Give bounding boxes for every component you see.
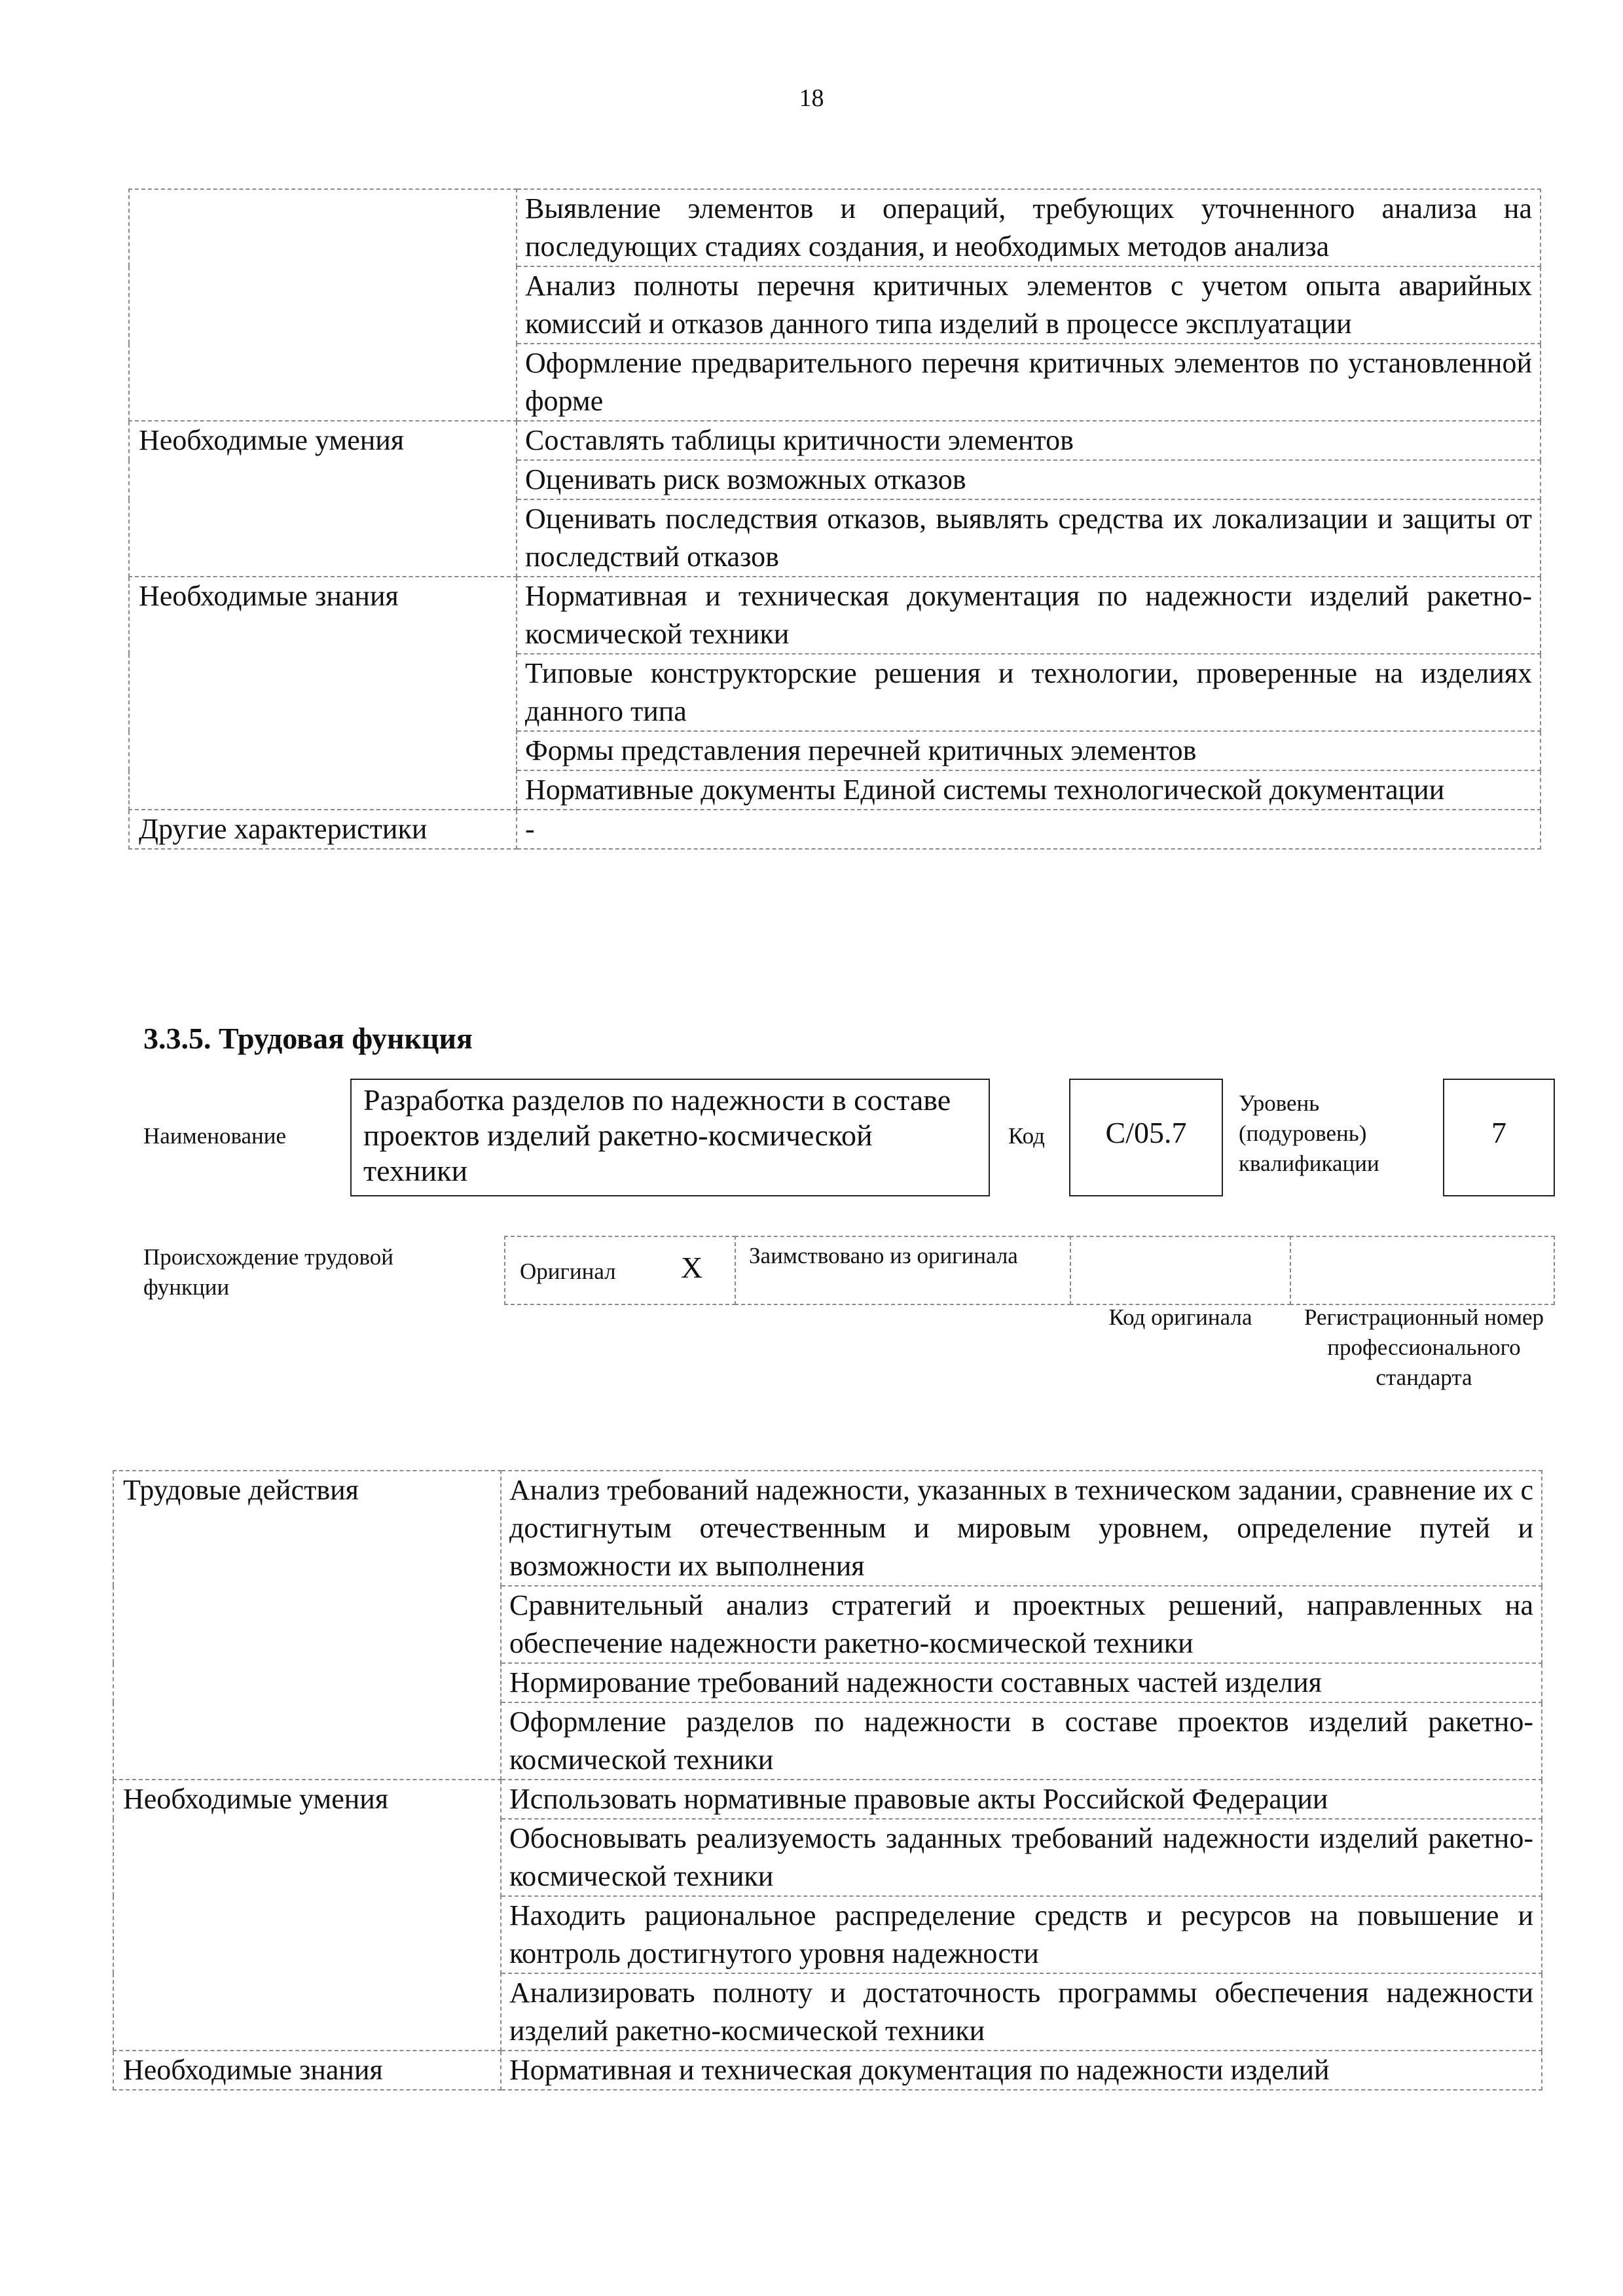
section-title: 3.3.5. Трудовая функция <box>143 1022 473 1055</box>
row-label: Необходимые знания <box>113 2051 501 2090</box>
origin-mark: X <box>681 1251 703 1284</box>
origin-reg-cell <box>1290 1236 1555 1305</box>
row-item: Оценивать последствия отказов, выявлять средства их локализации и защиты от последствий отказов <box>517 499 1541 577</box>
row-item: Выявление элементов и операций, требующих уточненного анализа на последующих стадиях создания, и необходимых методов анализа <box>517 189 1541 266</box>
origin-borrowed-cell <box>735 1236 1071 1305</box>
code-label: Код <box>1008 1123 1045 1149</box>
skills-table-bottom <box>113 1470 1542 2090</box>
row-item: Оформление разделов по надежности в составе проектов изделий ракетно-космической техники <box>501 1702 1542 1780</box>
page-number: 18 <box>799 84 824 112</box>
origin-code-caption: Код оригинала <box>1108 1304 1252 1330</box>
origin-reg-caption: Регистрационный номер профессионального стандарта <box>1304 1304 1544 1390</box>
level-value: 7 <box>1491 1116 1506 1149</box>
row-item: Анализ полноты перечня критичных элементов с учетом опыта аварийных комиссий и отказов данного типа изделий в процессе эксплуатации <box>517 266 1541 344</box>
name-value: Разработка разделов по надежности в составе проектов изделий ракетно-космической техники <box>363 1083 951 1187</box>
row-item: Нормативная и техническая документация по надежности изделий <box>501 2051 1542 2090</box>
row-item: Нормативная и техническая документация по надежности изделий ракетно-космической техники <box>517 577 1541 654</box>
level-label: Уровень (подуровень) квалификации <box>1239 1090 1379 1176</box>
row-item: Формы представления перечней критичных элементов <box>517 731 1541 770</box>
skills-table-top <box>128 188 1541 850</box>
row-item: Нормирование требований надежности составных частей изделия <box>501 1663 1542 1702</box>
name-label: Наименование <box>143 1123 287 1149</box>
table-row <box>113 1471 1542 1586</box>
row-item: Оформление предварительного перечня критичных элементов по установленной форме <box>517 344 1541 421</box>
row-item: Типовые конструкторские решения и технологии, проверенные на изделиях данного типа <box>517 654 1541 731</box>
row-item: Сравнительный анализ стратегий и проектных решений, направленных на обеспечение надежности ракетно-космической техники <box>501 1586 1542 1663</box>
row-label <box>129 189 517 421</box>
table-row <box>129 189 1541 266</box>
origin-original-cell <box>504 1236 736 1305</box>
row-label: Другие характеристики <box>129 810 517 849</box>
code-value: C/05.7 <box>1105 1116 1187 1149</box>
table-row <box>113 2051 1542 2090</box>
row-label: Необходимые знания <box>129 577 517 810</box>
origin-code-cell <box>1070 1236 1291 1305</box>
level-value-box <box>1443 1079 1555 1196</box>
table-row <box>129 577 1541 654</box>
origin-label: Происхождение трудовой функции <box>143 1244 394 1300</box>
name-value-box <box>350 1079 990 1196</box>
row-item: Обосновывать реализуемость заданных требований надежности изделий ракетно-космической техники <box>501 1819 1542 1896</box>
row-item: Находить рациональное распределение средств и ресурсов на повышение и контроль достигнутого уровня надежности <box>501 1896 1542 1973</box>
origin-original-label: Оригинал <box>520 1259 616 1284</box>
row-label: Необходимые умения <box>129 421 517 577</box>
row-item: Анализ требований надежности, указанных в техническом задании, сравнение их с достигнутым отечественным и мировым уровнем, определение путей и возможности их выполнения <box>501 1471 1542 1586</box>
row-label: Необходимые умения <box>113 1780 501 2051</box>
table-row <box>129 421 1541 460</box>
row-label: Трудовые действия <box>113 1471 501 1780</box>
table-row <box>113 1780 1542 1819</box>
origin-borrowed-label: Заимствовано из оригинала <box>749 1243 1018 1268</box>
row-item: Составлять таблицы критичности элементов <box>517 421 1541 460</box>
row-item: Нормативные документы Единой системы технологической документации <box>517 770 1541 810</box>
row-item: Анализировать полноту и достаточность программы обеспечения надежности изделий ракетно-космической техники <box>501 1973 1542 2051</box>
table-row <box>129 810 1541 849</box>
code-value-box <box>1069 1079 1223 1196</box>
row-item: - <box>517 810 1541 849</box>
row-item: Оценивать риск возможных отказов <box>517 460 1541 499</box>
row-item: Использовать нормативные правовые акты Российской Федерации <box>501 1780 1542 1819</box>
